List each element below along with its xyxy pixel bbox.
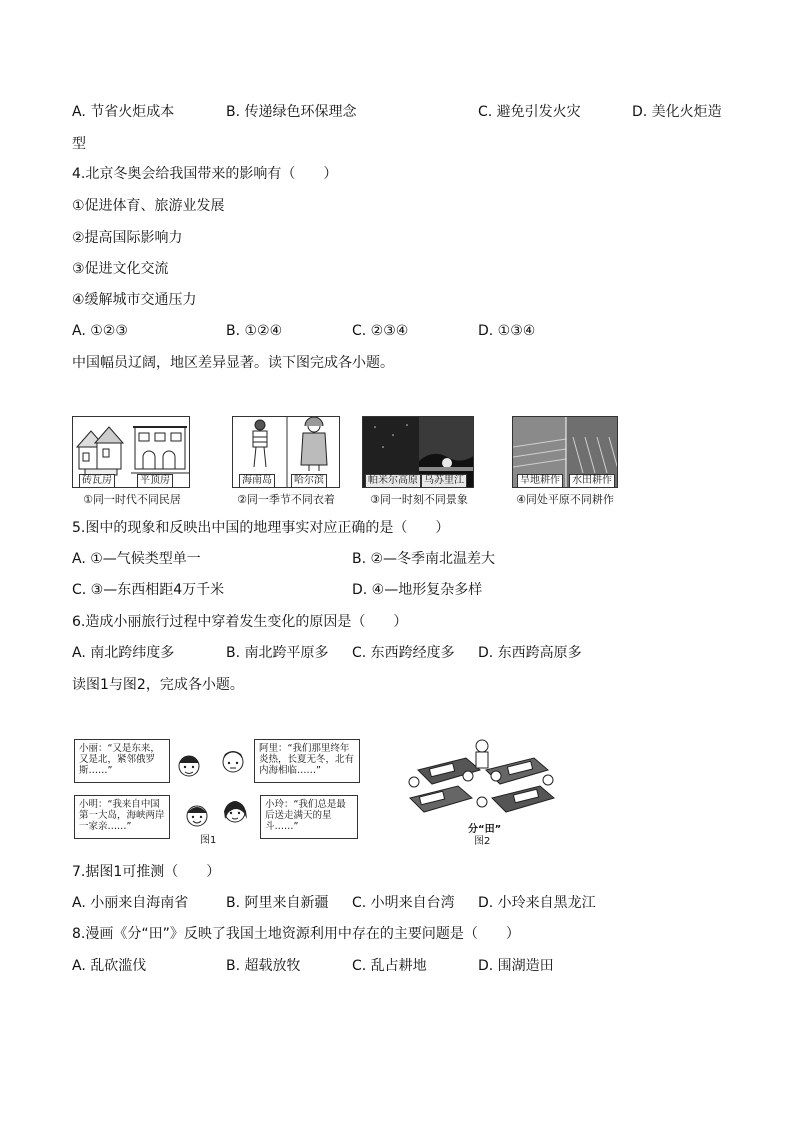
q4-item-1: ①促进体育、旅游业发展: [72, 198, 225, 214]
caption-houses: ①同一时代不同民居: [83, 493, 181, 506]
figure-1-label: 图1: [200, 835, 217, 846]
farming-illustration: [512, 416, 618, 488]
ali-face-icon: [220, 747, 246, 777]
q4-option-d: D. ①③④: [478, 323, 536, 339]
q3-option-a: A. 节省火炬成本: [72, 104, 175, 120]
bubble-ali: 阿里：“我们那里终年炎热，长夏无冬，北有内海相临……”: [254, 739, 360, 783]
panel-clothing: [230, 412, 342, 507]
xiaoling-face-icon: [222, 797, 248, 827]
q5-option-c: C. ③—东西相距4万千米: [72, 582, 225, 598]
q4-option-b: B. ①②④: [226, 323, 283, 339]
tag-dryland: 旱地耕作: [517, 474, 563, 488]
bubble-xiaoming: 小明：“我来自中国第一大岛，海峡两岸一家亲……”: [74, 795, 170, 839]
q7-option-b: B. 阿里来自新疆: [226, 895, 329, 911]
bubble-xiaoli: 小丽：“又是东来，又是北，紧邻俄罗斯……”: [74, 739, 170, 783]
q8-option-d: D. 围湖造田: [478, 958, 554, 974]
q4-item-4: ④缓解城市交通压力: [72, 292, 197, 308]
q4-stem: 4.北京冬奥会给我国带来的影响有（ ）: [72, 166, 338, 182]
q5-stem: 5.图中的现象和反映出中国的地理事实对应正确的是（ ）: [72, 520, 450, 536]
tag-brick-house: 砖瓦房: [79, 474, 115, 488]
q7-option-c: C. 小明来自台湾: [352, 895, 455, 911]
q4-option-c: C. ②③④: [352, 323, 409, 339]
tag-wusuli: 乌苏里江: [421, 474, 467, 488]
bubble-xiaoling: 小玲：“我们总是最后送走满天的星斗……”: [260, 795, 358, 839]
intro-china-diversity: 中国幅员辽阔，地区差异显著。读下图完成各小题。: [72, 355, 394, 371]
q5-option-b: B. ②—冬季南北温差大: [352, 551, 496, 567]
q3-option-d: D. 美化火炬造: [632, 104, 722, 120]
q8-option-a: A. 乱砍滥伐: [72, 958, 147, 974]
clothing-illustration: [232, 416, 340, 488]
q3-option-wrap: 型: [72, 136, 86, 152]
panel-scenes: [362, 412, 476, 507]
caption-scenes: ③同一时刻不同景象: [370, 493, 468, 506]
figure-2-cartoon: [396, 736, 566, 848]
tag-harbin: 哈尔滨: [291, 474, 327, 488]
q7-option-a: A. 小丽来自海南省: [72, 895, 189, 911]
q8-stem: 8.漫画《分“田”》反映了我国土地资源利用中存在的主要问题是（ ）: [72, 926, 520, 942]
xiaoming-face-icon: [184, 801, 210, 831]
figure-1-dialogues: [72, 735, 362, 847]
panel-farming: [510, 412, 620, 507]
q7-option-d: D. 小玲来自黑龙江: [478, 895, 596, 911]
tag-flat-roof-house: 平顶房: [137, 474, 173, 488]
q6-option-b: B. 南北跨平原多: [226, 645, 329, 661]
figure-2-label: 图2: [474, 836, 491, 847]
q6-stem: 6.造成小丽旅行过程中穿着发生变化的原因是（ ）: [72, 614, 408, 630]
q6-option-d: D. 东西跨高原多: [478, 645, 582, 661]
q8-option-b: B. 超载放牧: [226, 958, 301, 974]
xiaoli-face-icon: [176, 751, 202, 781]
caption-farming: ④同处平原不同耕作: [516, 493, 614, 506]
figure-2-title: 分“田”: [468, 824, 502, 835]
tag-paddy: 水田耕作: [569, 474, 615, 488]
field-division-cartoon: [396, 736, 566, 828]
tag-hainan: 海南岛: [239, 474, 275, 488]
intro-figures: 读图1与图2，完成各小题。: [72, 677, 244, 693]
q5-option-d: D. ④—地形复杂多样: [352, 582, 483, 598]
q6-option-c: C. 东西跨经度多: [352, 645, 455, 661]
regional-differences-image-strip: [72, 412, 620, 507]
scenes-illustration: [362, 416, 474, 488]
q4-option-a: A. ①②③: [72, 323, 128, 339]
q4-item-2: ②提高国际影响力: [72, 230, 183, 246]
q3-option-c: C. 避免引发火灾: [478, 104, 581, 120]
houses-illustration: [72, 416, 190, 488]
tag-pamir: 帕米尔高原: [365, 474, 421, 488]
q8-option-c: C. 乱占耕地: [352, 958, 427, 974]
panel-houses: [72, 412, 192, 507]
caption-clothing: ②同一季节不同衣着: [237, 493, 335, 506]
q3-option-b: B. 传递绿色环保理念: [226, 104, 357, 120]
q5-option-a: A. ①—气候类型单一: [72, 551, 201, 567]
q4-item-3: ③促进文化交流: [72, 261, 169, 277]
q7-stem: 7.据图1可推测（ ）: [72, 864, 221, 880]
q6-option-a: A. 南北跨纬度多: [72, 645, 175, 661]
